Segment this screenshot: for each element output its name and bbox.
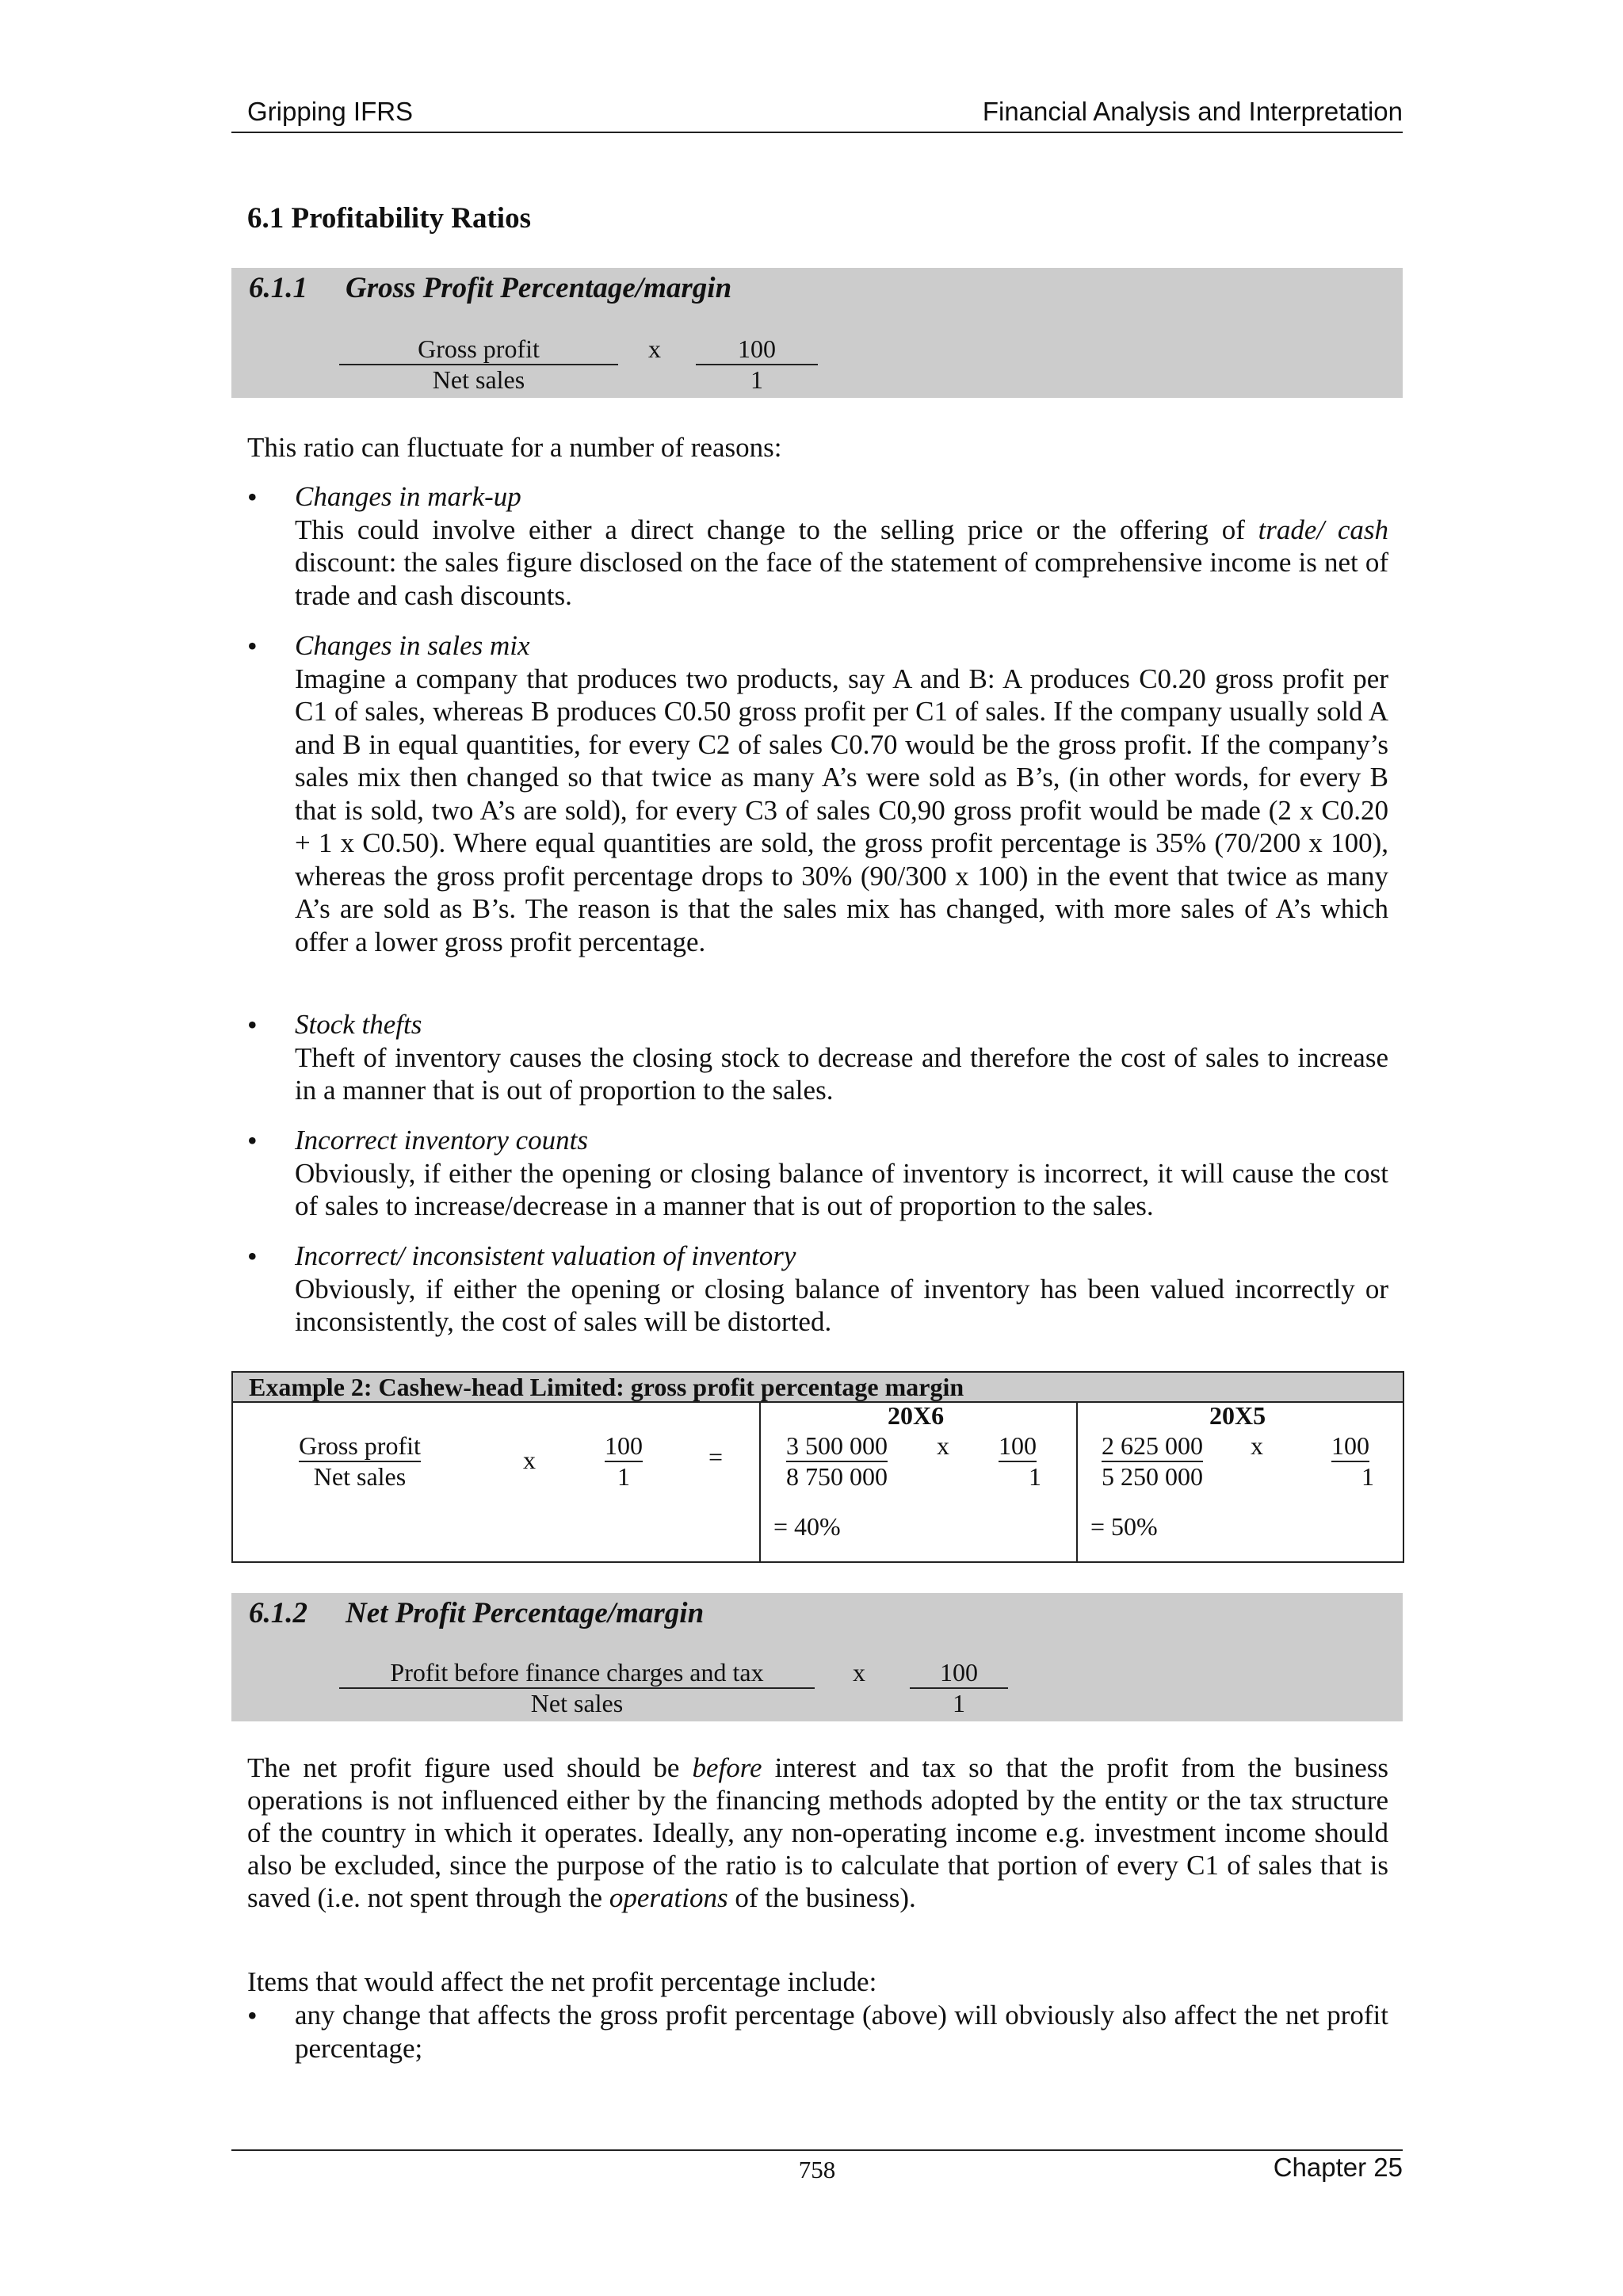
example-formula-denominator: Net sales [313,1462,407,1491]
net-profit-number: 6.1.2 [249,1597,307,1629]
example-col1-numerator: 3 500 000 [786,1431,888,1462]
example-formula-100: 100 [605,1431,643,1462]
example-title: Example 2: Cashew-head Limited: gross profit percentage margin [249,1373,964,1401]
example-col2-fraction [1102,1431,1203,1492]
example-formula-equals: = [708,1442,724,1471]
bullet-body: Theft of inventory causes the closing stock to decrease and therefore the cost of sales to increase in a manner that is out of proportion to the sales. [295,1041,1388,1106]
example-formula-multiplier [596,1431,651,1492]
divider [759,1403,761,1561]
example-col1-multiplier [994,1431,1041,1492]
gross-profit-100: 100 [696,334,818,365]
bullet-title: Incorrect inventory counts [295,1125,588,1156]
example-col1-100: 100 [999,1431,1037,1462]
header-left: Gripping IFRS [247,97,414,126]
gross-profit-multiplier [696,334,818,395]
bullet-body: Obviously, if either the opening or closing balance of inventory is incorrect, it will cause the cost of sales to increase/decrease in a manner that is out of proportion to the sales. [295,1157,1388,1221]
net-profit-box [231,1593,1403,1721]
bullet-body: Obviously, if either the opening or closing balance of inventory has been valued incorrectly or inconsistently, the cost of sales will be distorted. [295,1273,1388,1337]
example-col2-numerator: 2 625 000 [1102,1431,1203,1462]
page-footer [231,2149,1403,2183]
example-formula-1: 1 [617,1462,630,1491]
example-formula-numerator: Gross profit [299,1431,421,1462]
example-table [231,1371,1404,1563]
example-col1-times: x [937,1431,949,1460]
gross-profit-number: 6.1.1 [249,272,307,304]
bullet-markup [295,480,1388,612]
example-col1-result: = 40% [773,1512,841,1541]
bullet-body: This could involve either a direct change to the selling price or the offering of trade/ cash discount: the sales figure disclosed on the face of the statement of comprehensive income is net of trade and cash discounts. [295,514,1388,611]
net-profit-items-intro: Items that would affect the net profit percentage include: [247,1966,877,1997]
gross-profit-numerator: Gross profit [339,334,618,365]
bullet-title: Changes in mark-up [295,481,521,512]
net-profit-denominator: Net sales [530,1689,624,1717]
bullet-marker: • [247,1240,258,1272]
example-col1-denominator: 8 750 000 [786,1462,888,1491]
net-profit-1: 1 [953,1689,965,1717]
gross-profit-box [231,268,1403,398]
gross-profit-times: x [648,334,661,363]
page-header [231,94,1403,133]
net-profit-numerator: Profit before finance charges and tax [339,1658,815,1689]
net-profit-100: 100 [910,1658,1008,1689]
net-profit-paragraph: The net profit figure used should be before interest and tax so that the profit from the business operations is not influenced either by the financing methods adopted by the entity or the tax structure of the country in which it operates. Ideally, any non-operating income e.g. investment income should also be excluded, since the purpose of the ratio is to calculate that portion of every C1 of sales that is saved (i.e. not spent through the operations of the business). [247,1752,1388,1913]
gross-profit-denominator: Net sales [432,365,525,394]
gross-profit-title [249,271,731,305]
bullet-marker: • [247,481,258,513]
net-profit-times: x [853,1658,865,1687]
example-header [233,1373,1403,1403]
gross-profit-title-text: Gross Profit Percentage/margin [346,272,732,304]
divider [1076,1403,1078,1561]
example-formula-times: x [523,1446,536,1474]
bullet-stock-thefts [295,1008,1388,1107]
bullet-inventory-counts [295,1124,1388,1223]
chapter-label: Chapter 25 [1273,2153,1403,2182]
header-right: Financial Analysis and Interpretation [982,97,1403,126]
bullet-marker: • [247,1125,258,1156]
example-col2-100: 100 [1331,1431,1369,1462]
bullet-body: Imagine a company that produces two products, say A and B: A produces C0.20 gross profit per C1 of sales, whereas B produces C0.50 gross profit per C1 of sales. If the company usually sold A and B in equal quantities, for every C2 of sales C0.70 would be the gross profit. If the company’s sales mix then changed so that twice as many A’s were sold as B’s, (in other words, for every B that is sold, two A’s are sold), for every C3 of sales C0,90 gross profit would be made (2 x C0.20 + 1 x C0.50). Where equal quantities are sold, the gross profit percentage is 35% (70/200 x 100), whereas the gross profit percentage drops to 30% (90/300 x 100) in the event that twice as many A’s are sold as B’s. The reason is that the sales mix has changed, with more sales of A’s which offer a lower gross profit percentage. [295,663,1388,957]
example-year-20x5: 20X5 [1209,1401,1266,1430]
example-col2-result: = 50% [1090,1512,1158,1541]
net-profit-fraction [339,1658,815,1718]
bullet-inventory-valuation [295,1240,1388,1339]
example-formula-fraction [288,1431,431,1492]
example-year-20x6: 20X6 [888,1401,945,1430]
net-profit-title-text: Net Profit Percentage/margin [346,1597,705,1629]
bullet-title: Changes in sales mix [295,630,530,661]
bullet-title: Stock thefts [295,1009,422,1040]
example-col2-multiplier [1327,1431,1374,1492]
bullet-sales-mix [295,629,1388,958]
net-profit-bullet: any change that affects the gross profit percentage (above) will obviously also affect the net profit percentage; [295,2000,1388,2064]
bullet-marker: • [247,1009,258,1041]
bullet-marker: • [247,2000,258,2031]
net-profit-title [249,1596,704,1630]
example-col2-times: x [1251,1431,1263,1460]
example-col1-1: 1 [1029,1462,1041,1491]
bullet-title: Incorrect/ inconsistent valuation of inventory [295,1240,796,1271]
gross-profit-1: 1 [750,365,763,394]
intro-text: This ratio can fluctuate for a number of reasons: [247,432,782,463]
example-col2-1: 1 [1361,1462,1374,1491]
net-profit-multiplier [910,1658,1008,1718]
example-col1-fraction [786,1431,888,1492]
section-heading: 6.1 Profitability Ratios [247,202,531,235]
bullet-marker: • [247,630,258,662]
gross-profit-fraction [339,334,618,395]
page-number: 758 [798,2156,836,2183]
example-col2-denominator: 5 250 000 [1102,1462,1203,1491]
